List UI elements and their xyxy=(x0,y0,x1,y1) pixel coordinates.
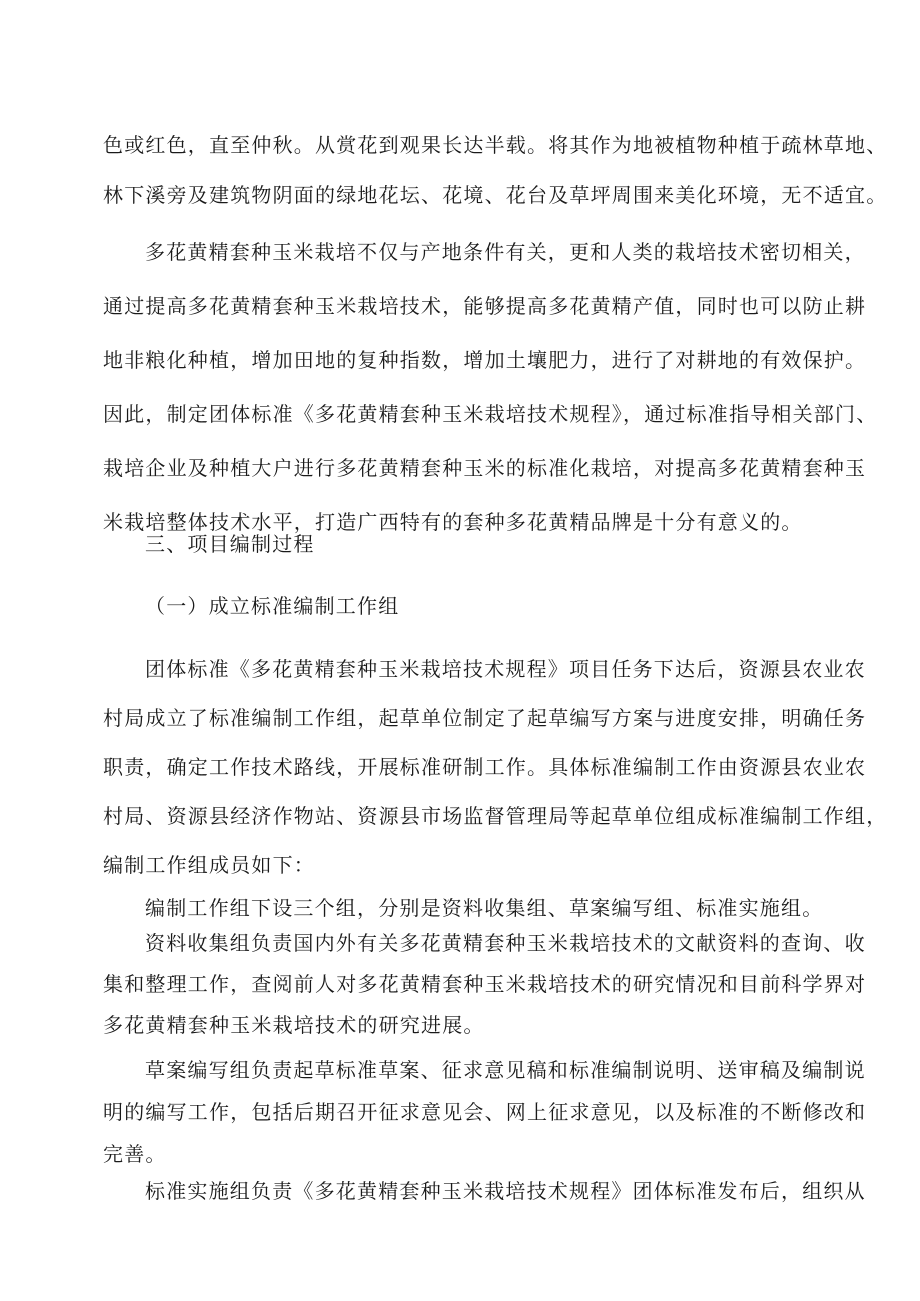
text-line: 完善。 xyxy=(103,1142,167,1166)
subsection-heading: （一）成立标准编制工作组 xyxy=(145,594,400,618)
paragraph-7 xyxy=(103,1170,866,1212)
text-line: 集和整理工作，查阅前人对多花黄精套种玉米栽培技术的研究情况和目前科学界对 xyxy=(103,972,867,996)
text-line: 通过提高多花黄精套种玉米栽培技术，能够提高多花黄精产值，同时也可以防止耕 xyxy=(103,294,867,318)
paragraph-3 xyxy=(103,645,888,890)
text-line: 地非粮化种植，增加田地的复种指数，增加土壤肥力，进行了对耕地的有效保护。 xyxy=(103,348,867,372)
text-line: 栽培企业及种植大户进行多花黄精套种玉米的标准化栽培，对提高多花黄精套种玉 xyxy=(103,456,867,480)
text-line: 职责，确定工作技术路线，开展标准研制工作。具体标准编制工作由资源县农业农 xyxy=(103,755,867,779)
text-line: 编制工作组下设三个组，分别是资料收集组、草案编写组、标准实施组。 xyxy=(145,896,824,920)
text-line: 多花黄精套种玉米栽培技术的研究进展。 xyxy=(103,1013,485,1037)
text-line: 林下溪旁及建筑物阴面的绿地花坛、花境、花台及草坪周围来美化环境，无不适宜。 xyxy=(103,183,888,207)
text-line: 米栽培整体技术水平，打造广西特有的套种多花黄精品牌是十分有意义的。 xyxy=(103,510,803,534)
section-heading: 三、项目编制过程 xyxy=(145,532,315,556)
paragraph-1 xyxy=(103,120,888,220)
paragraph-6 xyxy=(103,1049,867,1175)
paragraph-5 xyxy=(103,923,867,1046)
text-line: 明的编写工作，包括后期召开征求意见会、网上征求意见，以及标准的不断修改和 xyxy=(103,1100,867,1124)
text-line: 多花黄精套种玉米栽培不仅与产地条件有关，更和人类的栽培技术密切相关， xyxy=(145,240,866,264)
text-line: 色或红色，直至仲秋。从赏花到观果长达半载。将其作为地被植物种植于疏林草地、 xyxy=(103,133,888,157)
paragraph-4 xyxy=(103,888,829,928)
text-line: 标准实施组负责《多花黄精套种玉米栽培技术规程》团体标准发布后，组织从 xyxy=(145,1179,866,1203)
text-line: 村局成立了标准编制工作组，起草单位制定了起草编写方案与进度安排，明确任务 xyxy=(103,706,867,730)
text-line: 因此，制定团体标准《多花黄精套种玉米栽培技术规程》，通过标准指导相关部门、 xyxy=(103,402,878,426)
text-line: 编制工作组成员如下： xyxy=(103,853,315,877)
text-line: 村局、资源县经济作物站、资源县市场监督管理局等起草单位组成标准编制工作组， xyxy=(103,804,888,828)
text-line: 资料收集组负责国内外有关多花黄精套种玉米栽培技术的文献资料的查询、收 xyxy=(145,931,866,955)
text-line: 团体标准《多花黄精套种玉米栽培技术规程》项目任务下达后，资源县农业农 xyxy=(145,657,866,681)
text-line: 草案编写组负责起草标准草案、征求意见稿和标准编制说明、送审稿及编制说 xyxy=(145,1058,866,1082)
paragraph-2 xyxy=(103,225,878,549)
